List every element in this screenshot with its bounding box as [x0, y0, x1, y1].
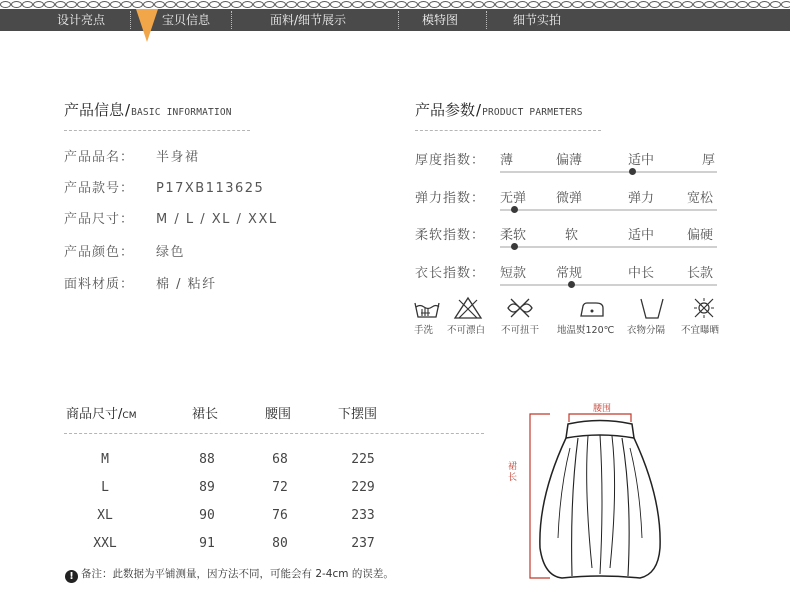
info-label: 产品颜色： — [64, 245, 135, 260]
hem-header: 下摆围 — [338, 407, 378, 422]
params-title-cn: 产品参数 — [415, 101, 476, 119]
param-option: 无弹 — [500, 191, 527, 206]
param-option: 适中 — [628, 228, 655, 243]
cell-hem: 225 — [351, 452, 375, 467]
info-row — [64, 208, 278, 227]
info-value: P17XB113625 — [156, 181, 265, 196]
param-option: 偏硬 — [687, 228, 714, 243]
no-wring-icon — [505, 296, 535, 320]
cell-size: L — [101, 480, 109, 495]
param-option: 微弹 — [556, 191, 583, 206]
info-value: M / L / XL / XXL — [156, 212, 278, 227]
param-option: 厚 — [702, 153, 716, 168]
params-title-slash: / — [476, 101, 482, 119]
info-label: 产品品名： — [64, 150, 135, 165]
cell-length: 91 — [199, 536, 215, 551]
cell-waist: 76 — [272, 508, 288, 523]
cell-length: 89 — [199, 480, 215, 495]
care-label: 不宜曝晒 — [681, 325, 720, 336]
info-title-slash: / — [125, 101, 131, 119]
care-label: 不可漂白 — [447, 325, 486, 336]
nav-item-model-photos[interactable]: 模特图 — [422, 13, 459, 27]
param-option: 薄 — [500, 153, 514, 168]
length-header: 裙长 — [192, 407, 219, 422]
cell-waist: 80 — [272, 536, 288, 551]
size-header-slash: / — [118, 407, 123, 422]
care-label: 不可扭干 — [501, 325, 540, 336]
param-option: 宽松 — [687, 191, 714, 206]
softness-marker — [511, 243, 518, 250]
warning-icon: ! — [65, 570, 78, 583]
care-label: 手洗 — [414, 325, 434, 336]
nav-separator — [130, 11, 131, 29]
param-option: 偏薄 — [556, 153, 583, 168]
info-title-en: BASIC INFORMATION — [131, 107, 232, 118]
cell-waist: 68 — [272, 452, 288, 467]
thickness-marker — [629, 168, 636, 175]
separate-wash-icon — [637, 296, 667, 320]
low-iron-icon — [577, 296, 607, 320]
size-header-label: 商品尺寸 — [66, 407, 119, 422]
nav-item-product-info[interactable]: 宝贝信息 — [162, 13, 211, 27]
hand-wash-icon — [412, 296, 442, 320]
param-label-thickness: 厚度指数： — [415, 153, 486, 168]
param-option: 柔软 — [500, 228, 527, 243]
params-title-en: PRODUCT PARMETERS — [482, 107, 583, 118]
size-header-unit: CM — [122, 411, 137, 421]
nav-item-design-highlights[interactable]: 设计亮点 — [57, 13, 106, 27]
care-label: 地温熨120℃ — [557, 325, 615, 336]
length-scale — [500, 284, 717, 286]
divider — [64, 130, 250, 131]
chain-border — [0, 0, 790, 9]
nav-separator — [486, 11, 487, 29]
nav-item-detail-photos[interactable]: 细节实拍 — [513, 13, 562, 27]
cell-length: 90 — [199, 508, 215, 523]
nav-separator — [398, 11, 399, 29]
info-row — [64, 241, 185, 260]
info-label: 面料材质： — [64, 277, 135, 292]
softness-scale — [500, 246, 717, 248]
info-value: 绿色 — [156, 245, 186, 260]
nav-separator — [231, 11, 232, 29]
skirt-outline — [500, 398, 700, 588]
care-label: 衣物分隔 — [627, 325, 666, 336]
info-row — [64, 177, 264, 196]
param-label-softness: 柔软指数： — [415, 228, 486, 243]
info-section-title — [64, 99, 232, 120]
cell-size: M — [101, 452, 109, 467]
divider — [415, 130, 601, 131]
cell-size: XXL — [93, 536, 117, 551]
info-label: 产品款号： — [64, 181, 135, 196]
no-sun-dry-icon — [689, 296, 719, 320]
info-row — [64, 273, 217, 292]
param-option: 短款 — [500, 266, 527, 281]
elasticity-marker — [511, 206, 518, 213]
size-header — [66, 403, 136, 422]
thickness-scale — [500, 171, 717, 173]
no-bleach-icon — [453, 296, 483, 320]
measurement-note — [65, 566, 394, 583]
params-section-title — [415, 99, 583, 120]
length-marker — [568, 281, 575, 288]
param-option: 软 — [565, 228, 579, 243]
cell-hem: 233 — [351, 508, 375, 523]
cell-hem: 229 — [351, 480, 375, 495]
param-option: 长款 — [687, 266, 714, 281]
cell-waist: 72 — [272, 480, 288, 495]
active-tab-indicator — [136, 9, 158, 42]
waist-header: 腰围 — [265, 407, 292, 422]
note-text: 备注：此数据为平铺测量，因方法不同，可能会有 2-4cm 的误差。 — [81, 568, 394, 580]
top-nav-bar — [0, 9, 790, 31]
info-row — [64, 146, 200, 165]
param-option: 中长 — [628, 266, 655, 281]
waist-label: 腰围 — [593, 404, 612, 414]
cell-size: XL — [97, 508, 113, 523]
length-label: 裙长 — [508, 462, 518, 483]
skirt-diagram — [500, 398, 700, 588]
info-value: 半身裙 — [156, 150, 200, 165]
info-value: 棉 / 粘纤 — [156, 277, 217, 292]
param-label-elasticity: 弹力指数： — [415, 191, 486, 206]
elasticity-scale — [500, 209, 717, 211]
table-divider — [64, 433, 484, 434]
cell-hem: 237 — [351, 536, 375, 551]
nav-item-fabric-details[interactable]: 面料/细节展示 — [270, 13, 347, 27]
info-label: 产品尺寸： — [64, 212, 135, 227]
param-option: 常规 — [556, 266, 583, 281]
param-option: 弹力 — [628, 191, 655, 206]
param-label-length: 衣长指数： — [415, 266, 486, 281]
info-title-cn: 产品信息 — [64, 101, 125, 119]
cell-length: 88 — [199, 452, 215, 467]
param-option: 适中 — [628, 153, 655, 168]
